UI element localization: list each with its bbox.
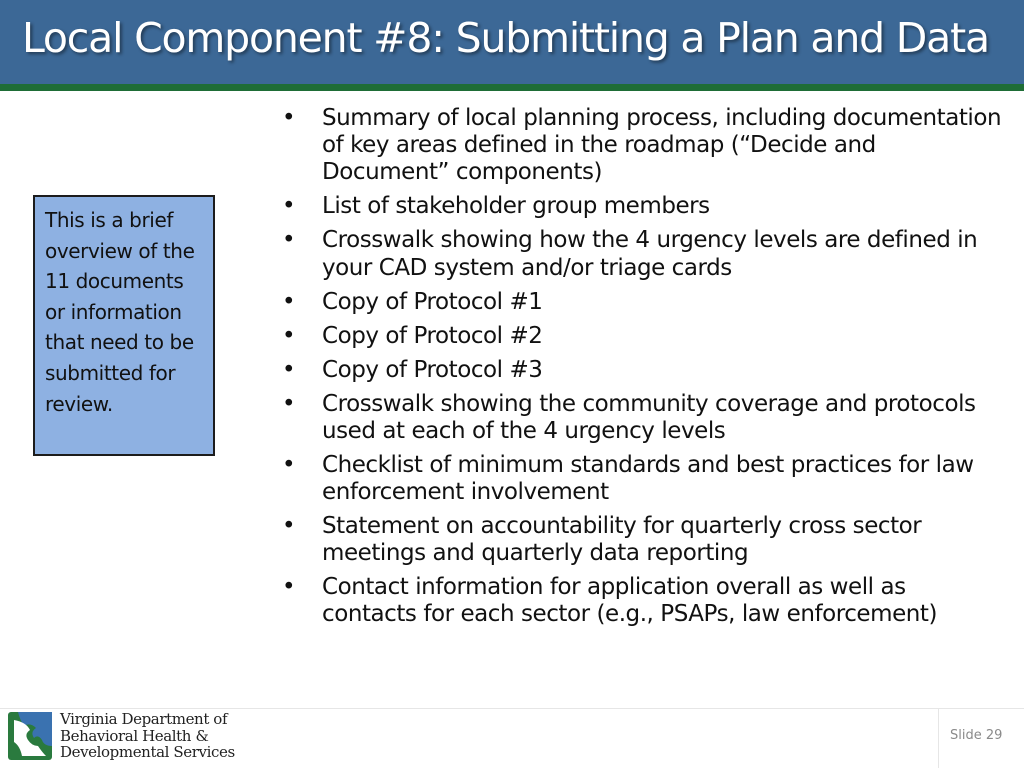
- slide-number: Slide 29: [950, 728, 1003, 743]
- logo-line: Virginia Department of: [60, 710, 228, 728]
- requirements-list: [282, 105, 1002, 635]
- bullet: •: [282, 227, 296, 254]
- slide-title: Local Component #8: Submitting a Plan and Data: [22, 14, 989, 62]
- bullet: •: [282, 193, 296, 220]
- bullet: •: [282, 451, 296, 478]
- bullet: •: [282, 322, 296, 349]
- list-item: [282, 391, 1002, 445]
- list-item-text: Checklist of minimum standards and best practices for law enforcement involvement: [322, 451, 974, 506]
- list-item: [282, 105, 1002, 187]
- bullet: •: [282, 288, 296, 315]
- dbhds-logo-icon: [8, 712, 52, 760]
- list-item-text: Copy of Protocol #1: [322, 288, 543, 315]
- title-bar: [0, 0, 1024, 84]
- bullet: •: [282, 356, 296, 383]
- list-item-text: Copy of Protocol #3: [322, 356, 543, 383]
- bullet: •: [282, 574, 296, 601]
- list-item: [282, 323, 1002, 350]
- accent-bar: [0, 84, 1024, 91]
- list-item-text: Crosswalk showing the community coverage and protocols used at each of the 4 urgency levels: [322, 390, 976, 444]
- overview-note-box: This is a brief overview of the 11 documents or information that need to be submitted for review.: [33, 195, 215, 456]
- list-item-text: List of stakeholder group members: [322, 193, 710, 220]
- logo-line: Developmental Services: [60, 743, 235, 761]
- list-item: [282, 513, 1002, 567]
- footer-divider: [0, 708, 1024, 709]
- list-item: [282, 452, 1002, 506]
- list-item: [282, 193, 1002, 220]
- list-item-text: Crosswalk showing how the 4 urgency levels are defined in your CAD system and/or triage cards: [322, 227, 978, 281]
- list-item: [282, 227, 1002, 281]
- list-item-text: Summary of local planning process, including documentation of key areas defined in the roadmap (“Decide and Document” components): [322, 105, 1002, 186]
- list-item: [282, 574, 1002, 628]
- list-item-text: Statement on accountability for quarterly cross sector meetings and quarterly data reporting: [322, 513, 922, 567]
- list-item-text: Copy of Protocol #2: [322, 322, 543, 349]
- bullet: •: [282, 390, 296, 417]
- dbhds-logo-text: [60, 711, 235, 761]
- footer-separator: [938, 709, 939, 768]
- list-item: [282, 289, 1002, 316]
- list-item-text: Contact information for application overall as well as contacts for each sector (e.g., PSAPs, law enforcement): [322, 574, 938, 628]
- logo-line: Behavioral Health &: [60, 726, 209, 745]
- bullet: •: [282, 105, 296, 131]
- list-item: [282, 357, 1002, 384]
- bullet: •: [282, 513, 296, 540]
